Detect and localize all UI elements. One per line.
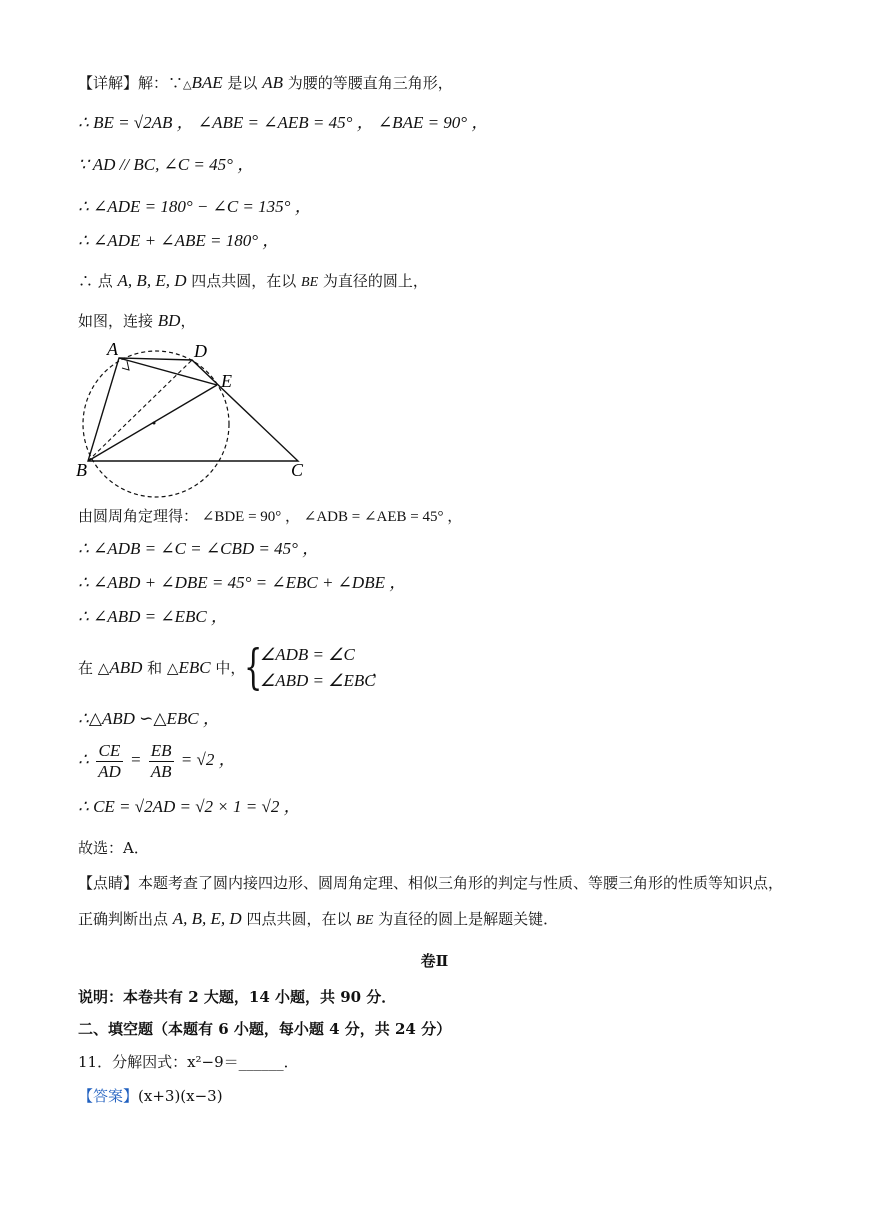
solution-line-8: 由圆周角定理得： ∠BDE = 90° ， ∠ADB = ∠AEB = 45° ，: [78, 509, 463, 525]
label-e: E: [221, 371, 232, 391]
solution-line-11: ∴ ∠ABD = ∠EBC ，: [78, 607, 228, 626]
part-two-heading: 二、填空题（本题有 6 小题，每小题 4 分，共 24 分）: [78, 1020, 452, 1038]
label-d: D: [194, 341, 207, 361]
answer-tag: 【答案】: [78, 1087, 139, 1105]
center-point: [153, 422, 156, 425]
fraction-eb-ab: $\frac{EB}{AB}$: [150, 740, 172, 781]
label-c: C: [291, 460, 304, 480]
detail-tag: 【详解】: [78, 74, 139, 92]
solution-line-2: ∴ BE = √2AB ， ∠ABE = ∠AEB = 45° ， ∠BAE = 90° ，: [78, 113, 489, 132]
system-brace: {: [244, 639, 263, 695]
system-row-2: ∠ABD = ∠EBC: [260, 671, 376, 690]
section-note: 说明：本卷共有 2 大题，14 小题，共 90 分．: [78, 988, 397, 1006]
comment-tag: 【点睛】: [78, 874, 139, 892]
fraction-ce-ad: $\frac{CE}{AD}$: [98, 740, 121, 781]
solution-line-4: ∴ ∠ADE = 180° − ∠C = 135° ，: [78, 197, 312, 216]
label-b: B: [76, 460, 87, 480]
geometry-figure: [70, 338, 340, 503]
question-11: 11．分解因式：x²−9＝______．: [78, 1053, 299, 1071]
section-title: 卷Ⅱ: [420, 952, 449, 970]
solution-line-3: ∵ AD // BC, ∠C = 45° ，: [78, 155, 255, 174]
right-angle-mark: [122, 361, 129, 370]
system-row-1: ∠ADB = ∠C: [260, 645, 355, 664]
document-page: 【详解】解：∵△BAE 是以 AB 为腰的等腰直角三角形， ∴ BE = √2AB ， ∠ABE = ∠AEB = 45° ， ∠BAE = 90° ， ∵ AD // BC, ∠C = 45° ， ∴ ∠ADE = 180° − ∠C = 135° ， ∴ ∠ADE + ∠ABE = 180° ， ∴ 点 A, B, E, D 四点共圆，在以 BE 为直径的圆上， 如图，连接 BD， A D E B C 由圆周角定理得： ∠BDE = 90° ， ∠ADB = ∠AEB = 45° ， ∴ ∠ADB = ∠C = ∠CBD = 45° ， ∴ ∠ABD + ∠DBE = 45° = ∠EBC + ∠DBE ， ∴ ∠ABD = ∠EBC ， 在 △ABD 和 △EBC 中， { ∠ADB = ∠C ∠ABD = ∠EBC ， ∴△ABD ∽△EBC ， ∴ $\frac{CE}{AD}$ = $\frac{EB}{AB}$ = √2 ， ∴ CE = √2AD = √2 × 1 = √2 ， 故选：A． 【点睛】本题考查了圆内接四边形、圆周角定理、相似三角形的判定与性质、等腰三角形的性质等知识点， 正确判断出点 A, B, E, D 四点共圆，在以 BE 为直径的圆上是解题关键． 卷Ⅱ 说明：本卷共有 2 大题，14 小题，共 90 分． 二、填空题（本题有 6 小题，每小题 4 分，共 24 分） 11．分解因式：x²−9＝______． 【答案】(x+3)(x−3): [0, 0, 869, 1228]
solution-line-9: ∴ ∠ADB = ∠C = ∠CBD = 45° ，: [78, 539, 320, 558]
label-a: A: [107, 339, 118, 359]
solution-line-10: ∴ ∠ABD + ∠DBE = 45° = ∠EBC + ∠DBE ，: [78, 573, 407, 592]
answer-line: 【答案】(x+3)(x−3): [78, 1087, 223, 1105]
solution-line-5: ∴ ∠ADE + ∠ABE = 180° ，: [78, 231, 280, 250]
solution-line-16: 故选：A．: [78, 839, 149, 857]
solution-line-13: ∴△ABD ∽△EBC ，: [78, 709, 220, 728]
comment-line-2: 正确判断出点 A, B, E, D 四点共圆，在以 BE 为直径的圆上是解题关键．: [78, 909, 559, 928]
segment-ae: [119, 358, 217, 385]
solution-line-6: ∴ 点 A, B, E, D 四点共圆，在以 BE 为直径的圆上，: [78, 271, 428, 290]
solution-line-1: 【详解】解：∵△BAE 是以 AB 为腰的等腰直角三角形，: [78, 73, 453, 92]
comment-line-1: 【点睛】本题考查了圆内接四边形、圆周角定理、相似三角形的判定与性质、等腰三角形的性质等知识点，: [78, 874, 784, 892]
circumcircle: [83, 351, 229, 497]
quadrilateral-abcd: [88, 358, 298, 461]
solution-line-7: 如图，连接 BD，: [78, 311, 196, 330]
solution-line-15: ∴ CE = √2AD = √2 × 1 = √2 ，: [78, 797, 301, 816]
solution-line-14: ∴ $\frac{CE}{AD}$ = $\frac{EB}{AB}$ = √2 ，: [78, 740, 236, 781]
